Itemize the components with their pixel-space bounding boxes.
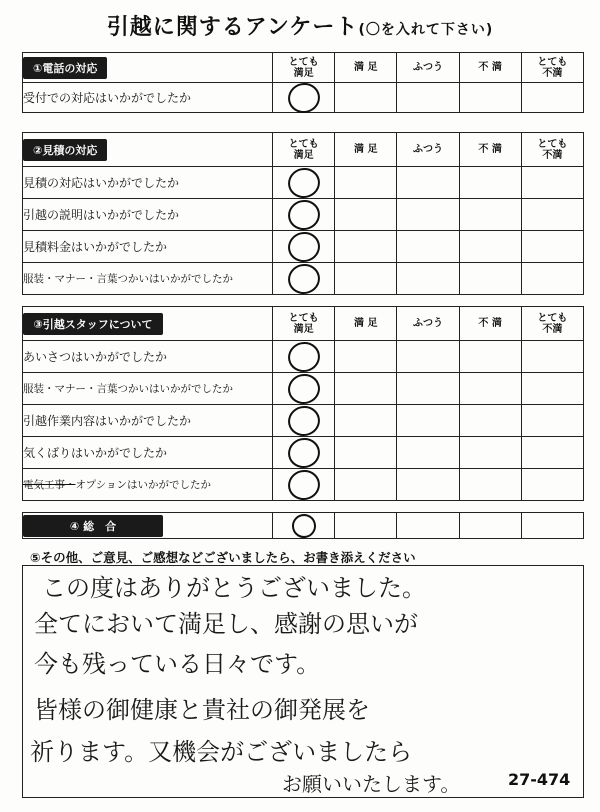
question-row	[23, 83, 584, 113]
question-row	[23, 167, 584, 199]
hand-drawn-circle-mark	[285, 229, 323, 265]
rating-cell-neutral[interactable]	[397, 405, 459, 437]
rating-cell-neutral[interactable]	[397, 513, 459, 539]
rating-cell-very-dissatisfied[interactable]	[521, 437, 583, 469]
rating-cell-very-satisfied[interactable]	[273, 513, 335, 539]
hand-drawn-circle-mark	[285, 197, 323, 233]
rating-cell-very-satisfied[interactable]	[273, 263, 335, 295]
comment-prompt: ⑤その他、ご意見、ご感想などございましたら、お書き添えください	[30, 550, 416, 565]
rating-cell-very-dissatisfied[interactable]	[521, 167, 583, 199]
comment-line: お願いいたします。	[282, 772, 461, 796]
column-very-dissatisfied: とても 不満	[521, 53, 583, 83]
rating-cell-very-dissatisfied[interactable]	[521, 83, 583, 113]
rating-cell-very-satisfied[interactable]	[273, 199, 335, 231]
hand-drawn-circle-mark	[285, 371, 323, 407]
rating-cell-dissatisfied[interactable]	[459, 405, 521, 437]
rating-cell-satisfied[interactable]	[335, 167, 397, 199]
comment-line: 皆様の御健康と貴社の御発展を	[34, 696, 370, 724]
section-header	[23, 133, 273, 167]
column-dissatisfied: 不 満	[459, 307, 521, 341]
rating-cell-dissatisfied[interactable]	[459, 373, 521, 405]
question-label: 受付での対応はいかがでしたか	[23, 83, 273, 113]
question-label: あいさつはいかがでしたか	[23, 341, 273, 373]
rating-cell-dissatisfied[interactable]	[459, 263, 521, 295]
rating-cell-dissatisfied[interactable]	[459, 341, 521, 373]
survey-title	[0, 10, 600, 41]
column-satisfied: 満 足	[335, 133, 397, 167]
rating-cell-very-dissatisfied[interactable]	[521, 231, 583, 263]
rating-cell-neutral[interactable]	[397, 373, 459, 405]
struck-out-text: 電気工事・	[23, 479, 76, 491]
rating-cell-very-satisfied[interactable]	[273, 405, 335, 437]
question-row	[23, 199, 584, 231]
rating-cell-satisfied[interactable]	[335, 231, 397, 263]
rating-cell-satisfied[interactable]	[335, 341, 397, 373]
title-text: 引越に関するアンケート	[106, 15, 359, 40]
question-label: 引越作業内容はいかがでしたか	[23, 405, 273, 437]
column-neutral: ふつう	[397, 133, 459, 167]
section-phone-response	[22, 52, 584, 113]
hand-drawn-circle-mark	[285, 80, 323, 116]
rating-cell-very-satisfied[interactable]	[273, 469, 335, 501]
rating-cell-very-dissatisfied[interactable]	[521, 263, 583, 295]
hand-drawn-circle-mark	[285, 435, 323, 471]
rating-cell-dissatisfied[interactable]	[459, 167, 521, 199]
rating-cell-very-satisfied[interactable]	[273, 83, 335, 113]
column-very-satisfied: とても 満足	[273, 133, 335, 167]
rating-cell-satisfied[interactable]	[335, 199, 397, 231]
rating-cell-very-dissatisfied[interactable]	[521, 341, 583, 373]
rating-cell-satisfied[interactable]	[335, 263, 397, 295]
rating-cell-very-dissatisfied[interactable]	[521, 199, 583, 231]
rating-cell-neutral[interactable]	[397, 199, 459, 231]
rating-cell-satisfied[interactable]	[335, 469, 397, 501]
rating-cell-dissatisfied[interactable]	[459, 231, 521, 263]
rating-cell-neutral[interactable]	[397, 469, 459, 501]
section-header	[23, 307, 273, 341]
column-satisfied: 満 足	[335, 53, 397, 83]
rating-cell-neutral[interactable]	[397, 263, 459, 295]
section-overall	[22, 512, 584, 539]
section-estimate-response	[22, 132, 584, 295]
rating-cell-very-satisfied[interactable]	[273, 341, 335, 373]
question-row	[23, 469, 584, 501]
section-title: ④ 総 合	[23, 515, 163, 537]
question-row	[23, 373, 584, 405]
question-row	[23, 341, 584, 373]
question-row	[23, 513, 584, 539]
question-row	[23, 231, 584, 263]
column-neutral: ふつう	[397, 53, 459, 83]
question-label: 服装・マナー・言葉つかいはいかがでしたか	[23, 373, 273, 405]
rating-cell-neutral[interactable]	[397, 437, 459, 469]
comment-line: 今も残っている日々です。	[34, 650, 321, 678]
rating-cell-very-satisfied[interactable]	[273, 373, 335, 405]
rating-cell-very-dissatisfied[interactable]	[521, 469, 583, 501]
rating-cell-dissatisfied[interactable]	[459, 437, 521, 469]
rating-cell-very-satisfied[interactable]	[273, 231, 335, 263]
section-header	[23, 53, 273, 83]
question-label: 気くばりはいかがでしたか	[23, 437, 273, 469]
rating-cell-dissatisfied[interactable]	[459, 83, 521, 113]
hand-drawn-circle-mark	[285, 339, 323, 375]
column-very-satisfied: とても 満足	[273, 307, 335, 341]
question-row	[23, 405, 584, 437]
question-row	[23, 263, 584, 295]
rating-cell-satisfied[interactable]	[335, 437, 397, 469]
column-dissatisfied: 不 満	[459, 53, 521, 83]
hand-drawn-circle-mark	[285, 403, 323, 439]
rating-cell-neutral[interactable]	[397, 167, 459, 199]
question-text: オプションはいかがでしたか	[75, 479, 212, 491]
comment-line: 祈ります。又機会がございましたら	[30, 738, 413, 766]
rating-cell-very-dissatisfied[interactable]	[521, 513, 583, 539]
rating-cell-very-satisfied[interactable]	[273, 437, 335, 469]
comment-line: この度はありがとうございました。	[42, 574, 426, 602]
section-title: ③引越スタッフについて	[23, 313, 163, 335]
rating-cell-neutral[interactable]	[397, 341, 459, 373]
question-label: 見積の対応はいかがでしたか	[23, 167, 273, 199]
rating-cell-satisfied[interactable]	[335, 405, 397, 437]
column-very-satisfied: とても 満足	[273, 53, 335, 83]
section-header	[23, 513, 273, 539]
rating-cell-very-dissatisfied[interactable]	[521, 405, 583, 437]
rating-cell-very-satisfied[interactable]	[273, 167, 335, 199]
section-title: ②見積の対応	[23, 139, 107, 161]
question-label	[23, 469, 273, 501]
column-satisfied: 満 足	[335, 307, 397, 341]
rating-cell-satisfied[interactable]	[335, 83, 397, 113]
question-label: 引越の説明はいかがでしたか	[23, 199, 273, 231]
rating-cell-dissatisfied[interactable]	[459, 513, 521, 539]
rating-cell-dissatisfied[interactable]	[459, 199, 521, 231]
comment-line: 全てにおいて満足し、感謝の思いが	[34, 610, 418, 638]
rating-cell-neutral[interactable]	[397, 231, 459, 263]
rating-cell-very-dissatisfied[interactable]	[521, 373, 583, 405]
hand-drawn-circle-mark	[285, 261, 323, 297]
column-very-dissatisfied: とても 不満	[521, 133, 583, 167]
question-row	[23, 437, 584, 469]
form-code: 27-474	[508, 770, 571, 789]
rating-cell-dissatisfied[interactable]	[459, 469, 521, 501]
section-moving-staff	[22, 306, 584, 501]
question-label: 見積料金はいかがでしたか	[23, 231, 273, 263]
rating-cell-neutral[interactable]	[397, 83, 459, 113]
column-neutral: ふつう	[397, 307, 459, 341]
rating-cell-satisfied[interactable]	[335, 373, 397, 405]
hand-drawn-circle-mark	[285, 467, 323, 503]
hand-drawn-circle-mark	[285, 165, 323, 201]
section-title: ①電話の対応	[23, 57, 107, 79]
question-label: 服装・マナー・言葉つかいはいかがでしたか	[23, 263, 273, 295]
hand-drawn-circle-mark	[289, 511, 317, 539]
title-instruction: (〇を入れて下さい)	[358, 22, 494, 38]
column-dissatisfied: 不 満	[459, 133, 521, 167]
column-very-dissatisfied: とても 不満	[521, 307, 583, 341]
rating-cell-satisfied[interactable]	[335, 513, 397, 539]
